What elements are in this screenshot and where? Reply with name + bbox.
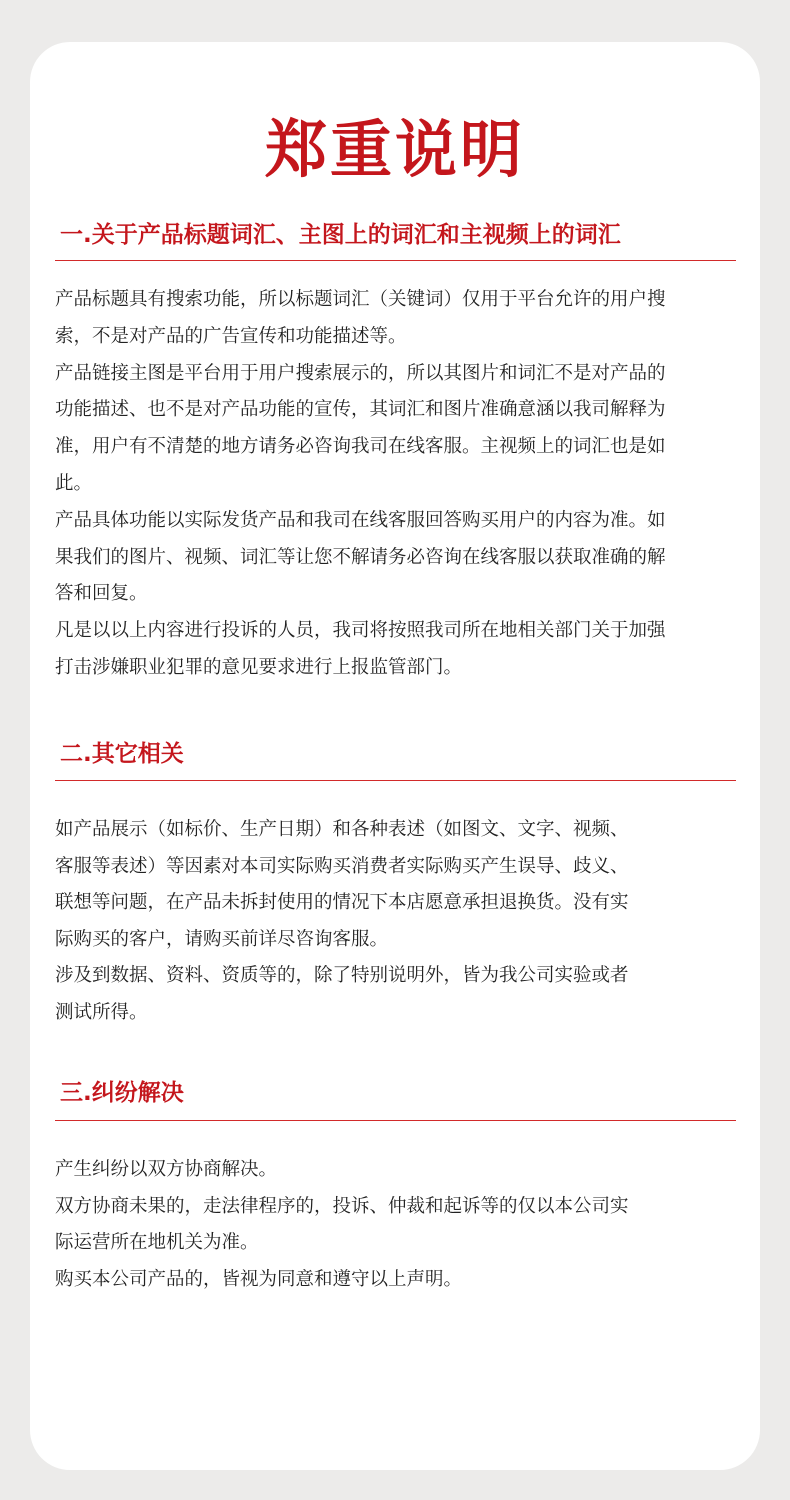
section-heading-dispute: 三.纠纷解决	[60, 1080, 184, 1106]
paragraph: 产品链接主图是平台用于用户搜索展示的，所以其图片和词汇不是对产品的 功能描述、也不是对产品功能的宣传，其词汇和图片准确意涵以我司解释为 准，用户有不清楚的地方请务必咨询我司在线客服。主视频上的词汇也是如 此。	[55, 362, 666, 494]
paragraph: 如产品展示（如标价、生产日期）和各种表述（如图文、文字、视频、 客服等表述）等因素对本司实际购买消费者实际购买产生误导、歧义、 联想等问题，在产品未拆封使用的情况下本店愿意承担退换货。没有实 际购买的客户，请购买前详尽咨询客服。	[55, 819, 629, 950]
paragraph: 凡是以以上内容进行投诉的人员，我司将按照我司所在地相关部门关于加强 打击涉嫌职业犯罪的意见要求进行上报监管部门。	[55, 620, 666, 678]
page-title: 郑重说明	[264, 113, 525, 186]
section-heading-other: 二.其它相关	[60, 741, 184, 767]
paragraph: 涉及到数据、资料、资质等的，除了特别说明外，皆为我公司实验或者 测试所得。	[55, 965, 629, 1023]
section-heading-product-terms: 一.关于产品标题词汇、主图上的词汇和主视频上的词汇	[60, 222, 621, 248]
section-divider	[55, 780, 736, 781]
section-divider	[55, 1120, 736, 1121]
section-body-product-terms	[55, 282, 745, 687]
section-body-dispute	[55, 1152, 745, 1298]
paragraph: 产品具体功能以实际发货产品和我司在线客服回答购买用户的内容为准。如 果我们的图片、视频、词汇等让您不解请务必咨询在线客服以获取准确的解 答和回复。	[55, 509, 666, 605]
section-body-other	[55, 812, 745, 1031]
paragraph: 产品标题具有搜索功能，所以标题词汇（关键词）仅用于平台允许的用户搜 索，不是对产品的广告宣传和功能描述等。	[55, 289, 666, 347]
paragraph: 产生纠纷以双方协商解决。	[55, 1159, 278, 1180]
paragraph: 购买本公司产品的，皆视为同意和遵守以上声明。	[55, 1268, 463, 1290]
section-divider	[55, 260, 736, 261]
paragraph: 双方协商未果的，走法律程序的，投诉、仲裁和起诉等的仅以本公司实 际运营所在地机关为准。	[55, 1195, 629, 1253]
